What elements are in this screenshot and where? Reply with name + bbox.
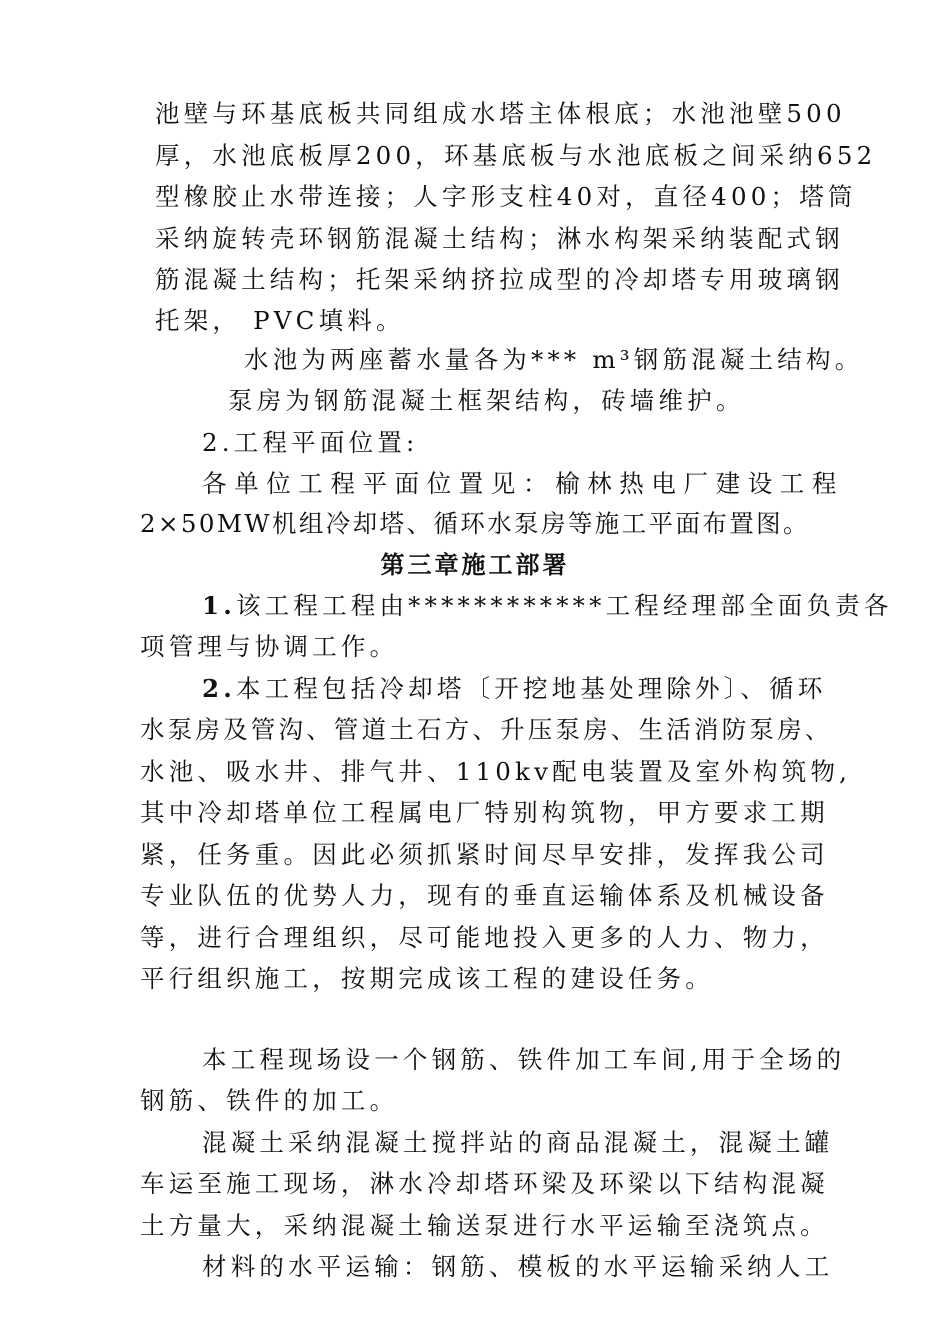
item-text: 该工程工程由************工程经理部全面负责各: [235, 591, 893, 620]
text-line: 其中冷却塔单位工程属电厂特别构筑物，甲方要求工期: [140, 798, 829, 827]
text-line: 池壁与环基底板共同组成水塔主体根底；水池池壁500: [155, 99, 846, 128]
text-line: 项管理与协调工作。: [140, 632, 399, 661]
text-line: 水池、吸水井、排气井、110kv配电装置及室外构筑物,: [140, 757, 852, 786]
text-line: 混凝土采纳混凝土搅拌站的商品混凝土，混凝土罐: [202, 1128, 834, 1157]
text-line: 2×50MW机组冷却塔、循环水泵房等施工平面布置图。: [140, 509, 810, 538]
text-line: 材料的水平运输：钢筋、模板的水平运输采纳人工: [202, 1252, 834, 1281]
text-line: 等，进行合理组织，尽可能地投入更多的人力、物力，: [140, 923, 829, 952]
text-line: 筋混凝土结构；托架采纳挤拉成型的冷却塔专用玻璃钢: [155, 265, 844, 294]
text-line: 钢筋、铁件的加工。: [140, 1086, 399, 1115]
item-text: 本工程包括冷却塔〔开挖地基处理除外〕、循环: [235, 674, 827, 703]
text-line: 型橡胶止水带连接；人字形支柱40对，直径400；塔筒: [155, 182, 857, 211]
text-line: 采纳旋转壳环钢筋混凝土结构；淋水构架采纳装配式钢: [155, 224, 844, 253]
text-line: 水池为两座蓄水量各为*** m³钢筋混凝土结构。: [244, 345, 864, 374]
text-line: 托架， PVC填料。: [155, 306, 405, 335]
list-item-1: [202, 590, 893, 622]
text-line: 平行组织施工，按期完成该工程的建设任务。: [140, 964, 714, 993]
text-line: 厚，水池底板厚200，环基底板与水池底板之间采纳652: [155, 141, 877, 170]
text-line: 紧，任务重。因此必须抓紧时间尽早安排，发挥我公司: [140, 840, 829, 869]
item-number: 1.: [202, 591, 236, 620]
text-line: 泵房为钢筋混凝土框架结构，砖墙维护。: [228, 386, 745, 415]
text-line: 各单位工程平面位置见：榆林热电厂建设工程: [202, 469, 844, 498]
text-line: 土方量大，采纳混凝土输送泵进行水平运输至浇筑点。: [140, 1211, 829, 1240]
text-line: 车运至施工现场，淋水冷却塔环梁及环梁以下结构混凝: [140, 1169, 829, 1198]
list-item-2: [202, 673, 826, 705]
item-number: 2.: [202, 674, 236, 703]
text-line: 专业队伍的优势人力，现有的垂直运输体系及机械设备: [140, 881, 829, 910]
text-line: 2.工程平面位置:: [202, 428, 419, 457]
chapter-heading: 第三章施工部署: [380, 551, 570, 579]
text-line: 水泵房及管沟、管道土石方、升压泵房、生活消防泵房、: [140, 715, 833, 744]
text-line: 本工程现场设一个钢筋、铁件加工车间,用于全场的: [202, 1045, 846, 1074]
